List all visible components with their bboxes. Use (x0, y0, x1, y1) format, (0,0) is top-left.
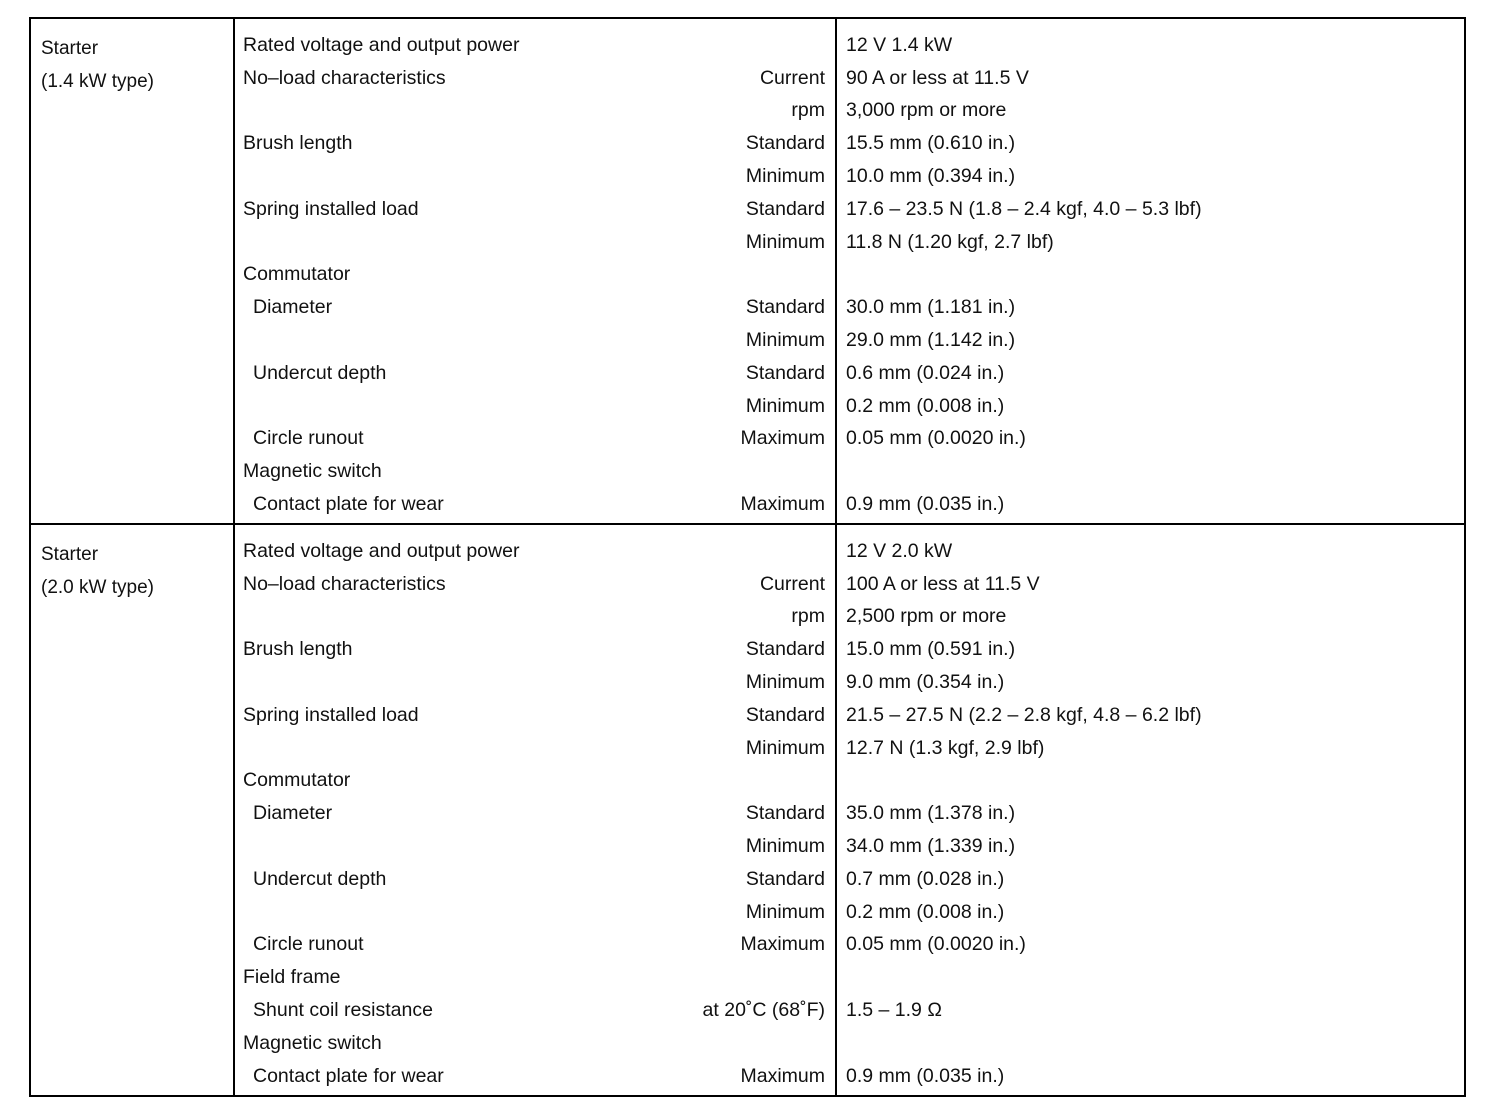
item-condition: Minimum (745, 230, 825, 253)
item-condition: Minimum (745, 736, 825, 759)
spec-item-row (235, 601, 835, 634)
spec-value: 11.8 N (1.20 kgf, 2.7 lbf) (846, 230, 1054, 253)
spec-item-row (235, 357, 835, 390)
item-condition: Minimum (745, 329, 825, 352)
item-condition: Standard (745, 197, 825, 220)
item-condition: Current (759, 572, 825, 595)
item-label: Brush length (243, 132, 353, 155)
spec-item-row (235, 797, 835, 830)
spec-item-row (235, 961, 835, 994)
item-label: Diameter (253, 802, 333, 825)
item-label: Contact plate for wear (253, 1064, 444, 1087)
spec-item-row (235, 455, 835, 488)
spec-item-row (235, 226, 835, 259)
spec-value: 0.2 mm (0.008 in.) (846, 394, 1005, 417)
spec-value: 0.2 mm (0.008 in.) (846, 900, 1005, 923)
spec-item-row (235, 127, 835, 160)
item-condition: rpm (791, 605, 825, 628)
item-condition: Minimum (745, 835, 825, 858)
item-condition: Standard (745, 638, 825, 661)
spec-item-row (235, 568, 835, 601)
spec-value: 1.5 – 1.9 Ω (846, 999, 942, 1021)
item-label: Diameter (253, 296, 333, 319)
spec-value (837, 765, 1464, 798)
item-condition: Standard (745, 703, 825, 726)
spec-item-row (235, 765, 835, 798)
item-condition: Standard (745, 361, 825, 384)
spec-item-row (235, 390, 835, 423)
item-label: Spring installed load (243, 197, 419, 220)
spec-item-row (235, 535, 835, 568)
spec-value: 0.05 mm (0.0020 in.) (846, 427, 1026, 450)
item-condition: Maximum (740, 427, 825, 450)
title-line: Starter (41, 543, 99, 565)
item-label: Shunt coil resistance (253, 999, 433, 1021)
spec-item-row (235, 1027, 835, 1060)
spec-value: 100 A or less at 11.5 V (846, 572, 1040, 595)
item-column (235, 525, 837, 1095)
spec-item-row (235, 95, 835, 128)
spec-item-row (235, 193, 835, 226)
item-condition: rpm (791, 99, 825, 122)
item-label: Field frame (243, 966, 341, 989)
spec-value: 0.6 mm (0.024 in.) (846, 361, 1005, 384)
spec-value (837, 259, 1464, 292)
item-label: Brush length (243, 638, 353, 661)
spec-value: 35.0 mm (1.378 in.) (846, 802, 1016, 825)
item-label: Circle runout (253, 933, 364, 956)
section-title (31, 19, 235, 523)
item-condition: Maximum (740, 493, 825, 516)
spec-value: 0.9 mm (0.035 in.) (846, 1064, 1005, 1087)
item-label: Commutator (243, 769, 351, 792)
section-title (31, 525, 235, 1095)
spec-value: 15.0 mm (0.591 in.) (846, 638, 1016, 661)
spec-item-row (235, 863, 835, 896)
spec-item-row (235, 62, 835, 95)
spec-value: 0.9 mm (0.035 in.) (846, 493, 1005, 516)
item-label: Magnetic switch (243, 1031, 382, 1054)
item-condition: Minimum (745, 394, 825, 417)
spec-value: 17.6 – 23.5 N (1.8 – 2.4 kgf, 4.0 – 5.3 lbf) (846, 197, 1202, 220)
spec-item-row (235, 830, 835, 863)
item-condition: at 20˚C (68˚F) (702, 999, 825, 1021)
item-condition: Standard (745, 867, 825, 890)
spec-item-row (235, 633, 835, 666)
section-starter-2-0kw (31, 523, 1464, 1095)
spec-value: 90 A or less at 11.5 V (846, 66, 1029, 89)
item-label: Undercut depth (253, 361, 387, 384)
spec-item-row (235, 29, 835, 62)
spec-item-row (235, 929, 835, 962)
spec-value: 12 V 2.0 kW (846, 539, 953, 562)
item-condition: Current (759, 66, 825, 89)
spec-value (837, 961, 1464, 994)
item-label: Undercut depth (253, 867, 387, 890)
spec-item-row (235, 324, 835, 357)
item-condition: Maximum (740, 933, 825, 956)
spec-value: 9.0 mm (0.354 in.) (846, 671, 1005, 694)
title-line: (2.0 kW type) (41, 576, 154, 598)
item-condition: Minimum (745, 671, 825, 694)
spec-item-row (235, 994, 835, 1027)
spec-item-row (235, 291, 835, 324)
value-column (837, 525, 1464, 1095)
item-condition: Maximum (740, 1064, 825, 1087)
spec-value: 0.05 mm (0.0020 in.) (846, 933, 1026, 956)
spec-item-row (235, 732, 835, 765)
item-label: No–load characteristics (243, 572, 446, 595)
value-column (837, 19, 1464, 523)
spec-item-row (235, 423, 835, 456)
item-label: No–load characteristics (243, 66, 446, 89)
item-condition: Standard (745, 296, 825, 319)
item-label: Rated voltage and output power (243, 539, 520, 562)
item-condition: Minimum (745, 900, 825, 923)
spec-value (837, 455, 1464, 488)
item-label: Spring installed load (243, 703, 419, 726)
item-label: Rated voltage and output power (243, 33, 520, 56)
spec-value: 3,000 rpm or more (846, 99, 1007, 122)
spec-value: 21.5 – 27.5 N (2.2 – 2.8 kgf, 4.8 – 6.2 lbf) (846, 703, 1202, 726)
spec-value: 12.7 N (1.3 kgf, 2.9 lbf) (846, 736, 1045, 759)
spec-value: 12 V 1.4 kW (846, 33, 953, 56)
spec-item-row (235, 666, 835, 699)
spec-value: 0.7 mm (0.028 in.) (846, 867, 1005, 890)
item-label: Contact plate for wear (253, 493, 444, 516)
item-label: Magnetic switch (243, 460, 382, 483)
spec-item-row (235, 259, 835, 292)
item-condition: Standard (745, 132, 825, 155)
item-label: Commutator (243, 263, 351, 286)
item-condition: Standard (745, 802, 825, 825)
spec-item-row (235, 488, 835, 521)
spec-item-row (235, 160, 835, 193)
item-label: Circle runout (253, 427, 364, 450)
item-condition: Minimum (745, 165, 825, 188)
title-line: Starter (41, 38, 99, 59)
spec-value: 2,500 rpm or more (846, 605, 1007, 628)
spec-value (837, 1027, 1464, 1060)
spec-value: 15.5 mm (0.610 in.) (846, 132, 1016, 155)
spec-value: 10.0 mm (0.394 in.) (846, 165, 1016, 188)
spec-item-row (235, 1060, 835, 1093)
spec-value: 29.0 mm (1.142 in.) (846, 329, 1016, 352)
title-line: (1.4 kW type) (41, 71, 154, 92)
spec-item-row (235, 896, 835, 929)
section-starter-1-4kw (31, 19, 1464, 523)
spec-value: 34.0 mm (1.339 in.) (846, 835, 1016, 858)
spec-value: 30.0 mm (1.181 in.) (846, 296, 1016, 319)
item-column (235, 19, 837, 523)
spec-item-row (235, 699, 835, 732)
spec-table (29, 17, 1466, 1097)
